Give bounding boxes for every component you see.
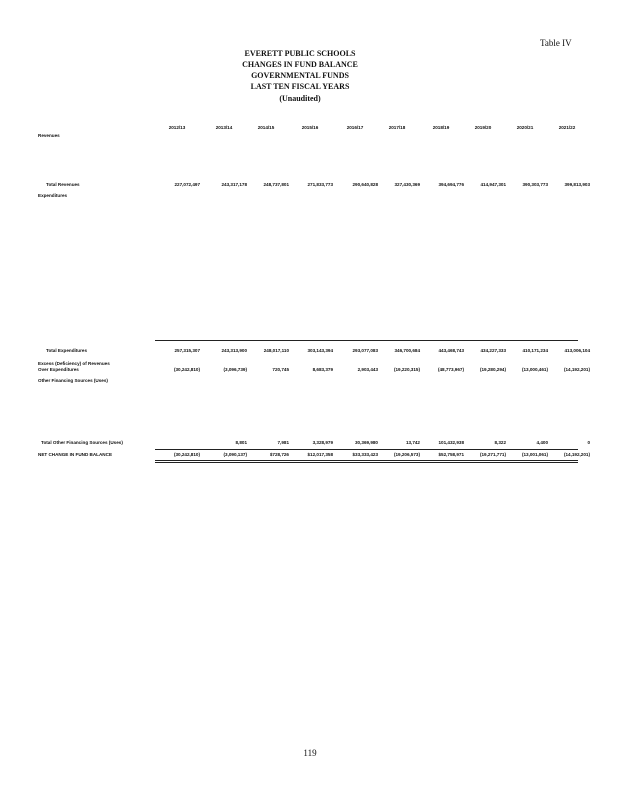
value-cell: 2015/16 xyxy=(301,125,319,130)
value-cell: (14,192,201) xyxy=(563,452,590,457)
value-cell: 2021/22 xyxy=(558,125,576,130)
value-cell: 2019/20 xyxy=(474,125,492,130)
value-cell: 399,813,903 xyxy=(564,182,590,187)
table-tag: Table IV xyxy=(540,38,572,48)
value-cell: 2018/19 xyxy=(432,125,450,130)
value-cell: 13,742 xyxy=(405,440,420,445)
value-cell: 257,315,307 xyxy=(174,348,200,353)
value-cell: 243,313,900 xyxy=(221,348,247,353)
value-cell: 8,801 xyxy=(235,440,247,445)
value-cell: 0 xyxy=(587,440,590,445)
value-cell: 413,006,104 xyxy=(564,348,590,353)
row-label: Excess (Deficiency) of Revenues xyxy=(38,361,110,366)
section-label: Expenditures xyxy=(38,193,68,198)
divider-rule xyxy=(155,340,578,341)
value-cell: 2,903,443 xyxy=(357,367,378,372)
value-cell: (14,192,201) xyxy=(563,367,590,372)
value-cell: 394,694,776 xyxy=(438,182,464,187)
value-cell: 2016/17 xyxy=(346,125,364,130)
value-cell: 346,700,684 xyxy=(394,348,420,353)
section-label: Revenues xyxy=(38,133,60,138)
value-cell: 101,432,938 xyxy=(438,440,464,445)
value-cell: 434,227,333 xyxy=(480,348,506,353)
row-label: Over Expenditures xyxy=(38,367,79,372)
value-cell: (30,242,810) xyxy=(173,367,200,372)
value-cell: 3,328,979 xyxy=(312,440,333,445)
value-cell: 227,072,497 xyxy=(174,182,200,187)
value-cell: 414,947,301 xyxy=(480,182,506,187)
value-cell: 303,143,394 xyxy=(307,348,333,353)
value-cell: 30,369,980 xyxy=(355,440,378,445)
value-cell: 2020/21 xyxy=(516,125,534,130)
value-cell: $33,333,423 xyxy=(352,452,378,457)
value-cell: $52,758,971 xyxy=(438,452,464,457)
row-label: Total Expenditures xyxy=(46,348,88,353)
value-cell: 8,683,379 xyxy=(312,367,333,372)
value-cell: 290,640,828 xyxy=(352,182,378,187)
value-cell: (19,271,771) xyxy=(479,452,506,457)
value-cell: $728,726 xyxy=(269,452,289,457)
value-cell: 4,400 xyxy=(536,440,548,445)
value-cell: (13,000,461) xyxy=(521,367,548,372)
value-cell: 293,077,083 xyxy=(352,348,378,353)
double-rule-bottom xyxy=(155,462,578,463)
value-cell: (19,206,573) xyxy=(393,452,420,457)
value-cell: 7,981 xyxy=(277,440,289,445)
value-cell: 390,303,773 xyxy=(522,182,548,187)
value-cell: 271,833,773 xyxy=(307,182,333,187)
value-cell: (3,090,137) xyxy=(223,452,247,457)
row-label: NET CHANGE IN FUND BALANCE xyxy=(38,452,113,457)
section-label: Other Financing Sources (Uses) xyxy=(38,378,108,383)
value-cell: 2012/13 xyxy=(168,125,186,130)
value-cell: (48,773,967) xyxy=(437,367,464,372)
title-line-5: (Unaudited) xyxy=(279,94,321,103)
row-label: Total Revenues xyxy=(46,182,80,187)
title-line-4: LAST TEN FISCAL YEARS xyxy=(250,82,350,91)
value-cell: 443,468,743 xyxy=(438,348,464,353)
value-cell: 2013/14 xyxy=(215,125,233,130)
value-cell: 410,171,234 xyxy=(522,348,548,353)
double-rule-top xyxy=(155,460,578,461)
divider-rule xyxy=(155,449,578,450)
title-line-2: CHANGES IN FUND BALANCE xyxy=(242,60,358,69)
value-cell: 720,745 xyxy=(272,367,289,372)
value-cell: (13,001,061) xyxy=(521,452,548,457)
value-cell: (19,220,315) xyxy=(393,367,420,372)
value-cell: 243,317,178 xyxy=(221,182,247,187)
value-cell: 248,737,801 xyxy=(263,182,289,187)
row-label: Total Other Financing Sources (Uses) xyxy=(41,440,123,445)
value-cell: 2014/15 xyxy=(257,125,275,130)
value-cell: (3,096,739) xyxy=(223,367,247,372)
value-cell: 2017/18 xyxy=(388,125,406,130)
page-number: 119 xyxy=(303,748,317,758)
value-cell: 327,430,369 xyxy=(394,182,420,187)
value-cell: 248,017,110 xyxy=(263,348,289,353)
value-cell: (30,242,810) xyxy=(173,452,200,457)
value-cell: $12,017,358 xyxy=(307,452,333,457)
title-line-3: GOVERNMENTAL FUNDS xyxy=(251,71,349,80)
title-line-1: EVERETT PUBLIC SCHOOLS xyxy=(244,49,356,58)
value-cell: (19,280,294) xyxy=(479,367,506,372)
value-cell: 8,322 xyxy=(494,440,506,445)
